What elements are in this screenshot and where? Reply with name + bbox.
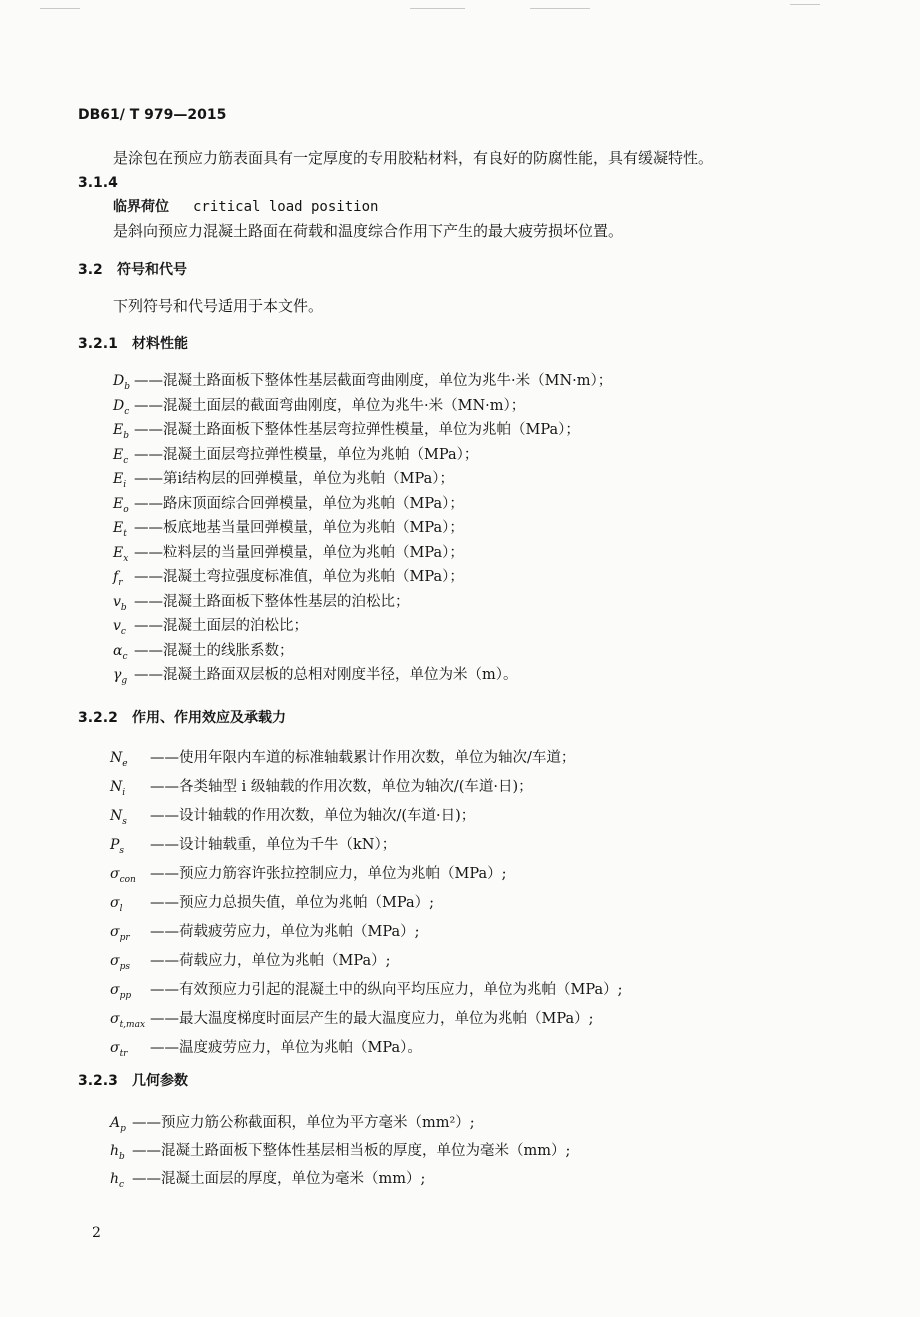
symbol-letter: E	[113, 520, 124, 536]
symbol-subscript: t,max	[119, 1019, 146, 1030]
document-header: DB61/ T 979—2015	[78, 107, 227, 123]
symbol-letter: σ	[110, 982, 120, 998]
term-chinese: 临界荷位	[113, 199, 169, 215]
symbol-definition: ——使用年限内车道的标准轴载累计作用次数，单位为轴次/车道；	[150, 750, 576, 766]
symbol-definition: ——预应力筋公称截面积，单位为平方毫米（mm²）;	[132, 1115, 475, 1131]
term-english: critical load position	[193, 199, 379, 215]
symbol-subscript: i	[123, 479, 127, 490]
symbol-letter: σ	[110, 895, 120, 911]
term-definition: 是斜向预应力混凝土路面在荷载和温度综合作用下产生的最大疲劳损坏位置。	[113, 222, 624, 240]
section-title-3-2: 符号和代号	[117, 262, 187, 278]
symbol-definition: ——各类轴型 i 级轴载的作用次数，单位为轴次/(车道·日)；	[150, 779, 533, 795]
page-number: 2	[92, 1225, 101, 1241]
scan-artifact	[40, 8, 80, 9]
symbol-letter: E	[113, 446, 124, 463]
symbol-definition: ——设计轴载重，单位为千牛（kN）；	[150, 837, 397, 853]
scan-artifact	[790, 4, 820, 5]
intro-paragraph: 是涂包在预应力筋表面具有一定厚度的专用胶粘材料，有良好的防腐性能，具有缓凝特性。	[113, 149, 714, 167]
symbol-subscript: b	[123, 430, 129, 441]
symbol-subscript: ps	[119, 961, 130, 972]
symbol-letter: P	[110, 837, 120, 853]
symbol-subscript: pr	[119, 932, 130, 943]
symbol-definition: ——混凝土路面板下整体性基层截面弯曲刚度，单位为兆牛·米（MN·m）；	[134, 373, 613, 389]
symbol-letter: σ	[110, 1011, 120, 1027]
symbol-letter: σ	[110, 924, 120, 940]
symbol-letter: σ	[110, 1040, 120, 1056]
symbol-subscript: c	[119, 1179, 125, 1190]
symbol-definition: ——混凝土的线胀系数；	[134, 642, 294, 659]
symbol-letter: α	[113, 642, 123, 659]
symbol-subscript: c	[124, 406, 130, 417]
symbol-subscript: s	[119, 845, 125, 856]
symbol-letter: E	[113, 495, 124, 512]
symbol-definition: ——设计轴载的作用次数，单位为轴次/(车道·日)；	[150, 808, 476, 824]
symbol-subscript: g	[121, 675, 128, 686]
symbol-definition: ——板底地基当量回弹模量，单位为兆帕（MPa）；	[134, 520, 464, 536]
symbol-letter: f	[113, 569, 119, 585]
symbol-definition: ——有效预应力引起的混凝土中的纵向平均压应力，单位为兆帕（MPa）;	[150, 982, 623, 998]
symbol-subscript: o	[123, 504, 129, 515]
symbol-letter: E	[113, 544, 124, 561]
symbol-definition: ——混凝土路面板下整体性基层弯拉弹性模量，单位为兆帕（MPa）；	[134, 422, 580, 438]
symbol-letter: D	[113, 373, 125, 389]
symbol-letter: E	[113, 471, 124, 487]
symbol-definition: ——混凝土弯拉强度标准值，单位为兆帕（MPa）；	[134, 569, 464, 585]
section-number-3-2-2: 3.2.2	[78, 710, 118, 726]
symbol-letter: N	[110, 779, 123, 795]
symbol-definition: ——粒料层的当量回弹模量，单位为兆帕（MPa）；	[134, 544, 464, 561]
symbol-definition: ——温度疲劳应力，单位为兆帕（MPa）。	[150, 1040, 422, 1056]
symbol-subscript: b	[119, 1151, 125, 1162]
symbol-letter: N	[110, 750, 123, 766]
symbol-definition: ——预应力总损失值，单位为兆帕（MPa）;	[150, 895, 434, 911]
section-title-3-2-2: 作用、作用效应及承载力	[132, 710, 286, 726]
symbol-definition: ——路床顶面综合回弹模量，单位为兆帕（MPa）；	[134, 495, 464, 512]
section-number-3-2: 3.2	[78, 262, 103, 278]
symbol-subscript: con	[119, 874, 136, 885]
symbol-definition: ——混凝土面层弯拉弹性模量，单位为兆帕（MPa）；	[134, 446, 479, 463]
symbol-definition: ——混凝土面层的泊松比；	[134, 618, 308, 634]
symbol-definition: ——混凝土路面板下整体性基层的泊松比；	[134, 593, 410, 610]
symbol-subscript: r	[118, 577, 123, 588]
symbol-subscript: e	[122, 758, 128, 769]
symbol-definition: ——预应力筋容许张拉控制应力，单位为兆帕（MPa）;	[150, 866, 507, 882]
symbol-letter: E	[113, 422, 124, 438]
symbol-letter: A	[110, 1115, 121, 1131]
section-number-3-1-4: 3.1.4	[78, 175, 118, 191]
section-title-3-2-1: 材料性能	[132, 336, 188, 352]
symbol-subscript: p	[120, 1123, 126, 1134]
symbol-subscript: t	[123, 528, 127, 539]
symbol-definition: ——混凝土路面双层板的总相对刚度半径，单位为米（m）。	[134, 667, 518, 683]
section-number-3-2-3: 3.2.3	[78, 1073, 118, 1089]
symbol-subscript: i	[122, 787, 126, 798]
symbol-letter: γ	[113, 667, 122, 683]
scan-artifact	[530, 8, 590, 9]
section-title-3-2-3: 几何参数	[132, 1073, 188, 1089]
section-number-3-2-1: 3.2.1	[78, 336, 118, 352]
symbol-letter: σ	[110, 866, 120, 882]
scan-artifact	[410, 8, 465, 9]
symbol-definition: ——混凝土路面板下整体性基层相当板的厚度，单位为毫米（mm）;	[132, 1143, 571, 1159]
symbol-letter: D	[113, 397, 125, 414]
symbol-subscript: l	[119, 903, 123, 914]
symbol-subscript: b	[124, 381, 130, 392]
symbol-subscript: tr	[119, 1048, 128, 1059]
symbol-definition: ——最大温度梯度时面层产生的最大温度应力，单位为兆帕（MPa）;	[150, 1011, 594, 1027]
symbol-subscript: s	[122, 816, 127, 827]
section-intro-3-2: 下列符号和代号适用于本文件。	[113, 297, 324, 315]
symbol-subscript: pp	[119, 990, 132, 1001]
symbol-letter: v	[113, 618, 121, 634]
symbol-letter: v	[113, 593, 121, 610]
symbol-subscript: b	[120, 602, 127, 613]
symbol-letter: σ	[110, 953, 120, 969]
symbol-subscript: c	[120, 626, 126, 637]
symbol-definition: ——荷载应力，单位为兆帕（MPa）;	[150, 953, 391, 969]
symbol-definition: ——荷载疲劳应力，单位为兆帕（MPa）;	[150, 924, 420, 940]
symbol-letter: N	[110, 808, 123, 824]
symbol-subscript: x	[123, 553, 129, 564]
symbol-definition: ——混凝土面层的截面弯曲刚度，单位为兆牛·米（MN·m）；	[134, 397, 526, 414]
symbol-letter: h	[110, 1171, 120, 1187]
symbol-subscript: c	[123, 455, 129, 466]
symbol-letter: h	[110, 1143, 120, 1159]
symbol-definition: ——第i结构层的回弹模量，单位为兆帕（MPa）；	[134, 471, 454, 487]
symbol-definition: ——混凝土面层的厚度，单位为毫米（mm）;	[132, 1171, 426, 1187]
symbol-subscript: c	[122, 651, 128, 662]
